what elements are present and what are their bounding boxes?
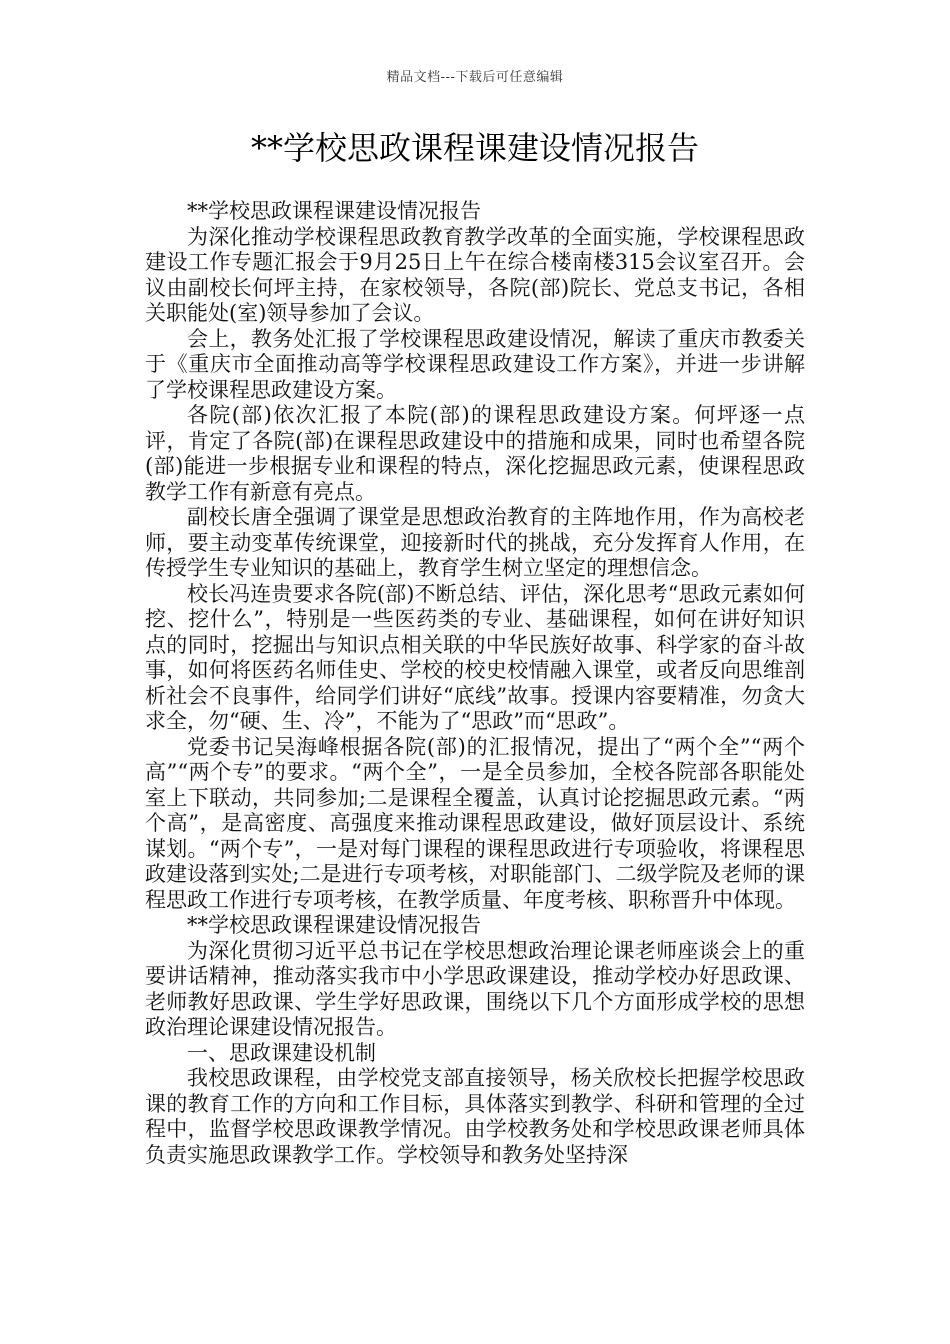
header-note: 精品文档---下载后可任意编辑 [386,70,564,85]
paragraph: 会上，教务处汇报了学校课程思政建设情况，解读了重庆市教委关于《重庆市全面推动高等学校课程思政建设工作方案》，并进一步讲解了学校课程思政建设方案。 [145,326,805,402]
paragraph: 党委书记吴海峰根据各院(部)的汇报情况，提出了“两个全”“两个高”“两个专”的要求。“两个全”，一是全员参加，全校各院部各职能处室上下联动，共同参加;二是课程全覆盖，认真讨论挖掘思政元素。“两个高”，是高密度、高强度来推动课程思政建设，做好顶层设计、系统谋划。“两个专”，一是对每门课程的课程思政进行专项验收，将课程思政建设落到实处;二是进行专项考核，对职能部门、二级学院及老师的课程思政工作进行专项考核，在教学质量、年度考核、职称晋升中体现。 [145,734,805,912]
paragraph: 为深化贯彻习近平总书记在学校思想政治理论课老师座谈会上的重要讲话精神，推动落实我市中小学思政课建设，推动学校办好思政课、老师教好思政课、学生学好思政课，围绕以下几个方面形成学校的思想政治理论课建设情况报告。 [145,938,805,1039]
paragraph: 副校长唐全强调了课堂是思想政治教育的主阵地作用，作为高校老师，要主动变革传统课堂，迎接新时代的挑战，充分发挥育人作用，在传授学生专业知识的基础上，教育学生树立坚定的理想信念。 [145,505,805,580]
paragraph: 各院(部)依次汇报了本院(部)的课程思政建设方案。何坪逐一点评，肯定了各院(部)在课程思政建设中的措施和成果，同时也希望各院(部)能进一步根据专业和课程的特点，深化挖掘思政元素，使课程思政教学工作有新意有亮点。 [145,403,805,504]
paragraph-subtitle: **学校思政课程课建设情况报告 [187,199,481,223]
section-heading: 一、思政课建设机制 [187,1040,376,1065]
paragraph: 我校思政课程，由学校党支部直接领导，杨关欣校长把握学校思政课的教育工作的方向和工作目标，具体落实到教学、科研和管理的全过程中，监督学校思政课教学情况。由学校教务处和学校思政课老师具体负责实施思政课教学工作。学校领导和教务处坚持深 [145,1066,805,1167]
paragraph-subtitle: **学校思政课程课建设情况报告 [187,913,481,937]
document-title: **学校思政课程课建设情况报告 [250,129,699,167]
document-body [145,199,805,1168]
paragraph: 校长冯连贵要求各院(部)不断总结、评估，深化思考“思政元素如何挖、挖什么”，特别是一些医药类的专业、基础课程，如何在讲好知识点的同时，挖掘出与知识点相关联的中华民族好故事、科学家的奋斗故事，如何将医药名师佳史、学校的校史校情融入课堂，或者反向思维剖析社会不良事件，给同学们讲好“底线”故事。授课内容要精准，勿贪大求全，勿“硬、生、冷”，不能为了“思政”而“思政”。 [145,581,805,733]
paragraph: 为深化推动学校课程思政教育教学改革的全面实施，学校课程思政建设工作专题汇报会于9月25日上午在综合楼南楼315会议室召开。会议由副校长何坪主持，在家校领导，各院(部)院长、党总支书记，各相关职能处(室)领导参加了会议。 [145,224,805,325]
